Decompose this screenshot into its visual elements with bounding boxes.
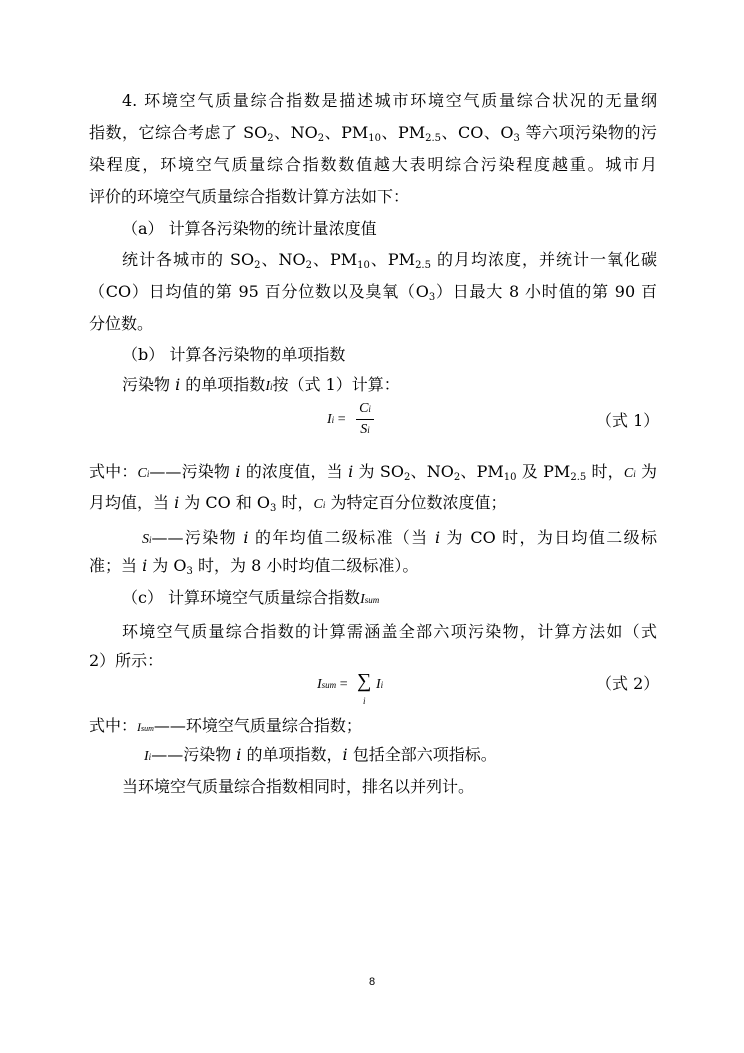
paragraph-line: 式中：Ci——污染物 i 的浓度值，当 i 为 $SO_2$、$NO_2$、$PM_{10}$ 及 $PM_{2.5}$ 时，Ci 为 (89, 462, 657, 483)
text: 、PM (312, 250, 358, 269)
paragraph-line (89, 123, 657, 143)
paragraph-line: 环境空气质量综合指数的计算需涵盖全部六项污染物，计算方法如（式 (122, 622, 657, 641)
formula-lhs: Isum = (317, 677, 348, 692)
text: （b） 计算各污染物的单项指数 (122, 345, 346, 364)
subscript: 10 (368, 133, 381, 144)
text: （CO）日均值的第 95 百分位数以及臭氧（O (89, 282, 429, 301)
subscript: 2 (267, 133, 274, 144)
paragraph-line (89, 314, 657, 334)
sigma-symbol: ∑ (357, 670, 372, 692)
text: 分位数。 (89, 314, 154, 333)
subscript: 2 (254, 260, 261, 271)
paragraph-line: Ii——污染物 i 的单项指数，i 包括全部六项指标。 (144, 745, 497, 764)
subscript: 10 (357, 260, 370, 271)
text: 等六项污染物的污 (519, 123, 657, 142)
subscript: 2 (305, 260, 313, 271)
subscript: i (269, 382, 273, 392)
paragraph-line: 月均值，当 i 为 CO 和 $O_3$ 时，Ci 为特定百分位数浓度值； (89, 493, 507, 514)
paragraph-line: Si——污染物 i 的年均值二级标准（当 i 为 CO 时，为日均值二级标 (142, 528, 657, 547)
section-heading-b (122, 345, 657, 365)
text: 、PM (380, 123, 426, 142)
fraction-bar (356, 419, 374, 420)
symbol-I: I (265, 379, 270, 394)
text: 评价的环境空气质量综合指数计算方法如下： (89, 187, 410, 206)
paragraph-line (122, 375, 657, 397)
formula-fraction (356, 401, 374, 438)
text: 4. 环境空气质量综合指数是描述城市环境空气质量综合状况的无量纲 (122, 91, 657, 110)
paragraph-line: 2）所示： (89, 651, 164, 670)
paragraph-line: 式中：Isum——环境空气质量综合指数； (89, 716, 362, 735)
text: 按（式 1）计算： (272, 375, 400, 394)
symbol-S: S (142, 532, 149, 547)
subscript: 2.5 (415, 260, 431, 271)
numerator: Ci (359, 401, 371, 416)
paragraph-line: 准；当 i 为 $O_3$ 时，为 8 小时均值二级标准）。 (89, 556, 419, 577)
symbol-C: C (137, 466, 147, 481)
text: 指数，它综合考虑了 SO (89, 123, 268, 142)
denominator: Si (360, 422, 370, 437)
subscript: 3 (428, 292, 436, 303)
text: 、NO (260, 250, 306, 269)
subscript: 2.5 (425, 133, 442, 144)
subscript: 3 (513, 133, 520, 144)
page-number: 8 (368, 976, 376, 988)
paragraph-line (122, 91, 657, 111)
variable-i: i (175, 375, 181, 394)
section-heading-a (122, 219, 657, 239)
formula-rhs: Ii (376, 677, 384, 692)
text: 、PM (324, 123, 369, 142)
sigma-subscript: i (363, 696, 366, 706)
formula-label-1: （式 1） (596, 411, 660, 430)
subscript: 2 (317, 133, 325, 144)
formula-label-2: （式 2） (596, 674, 660, 693)
text: 染程度，环境空气质量综合指数数值越大表明综合污染程度越重。城市月 (89, 155, 657, 174)
section-heading-c: （c） 计算环境空气质量综合指数Isum (122, 588, 380, 607)
paragraph-line: 当环境空气质量综合指数相同时，排名以并列计。 (122, 777, 475, 796)
text: 污染物 (122, 375, 176, 394)
text: 的单项指数 (180, 375, 266, 394)
text: 、NO (273, 123, 318, 142)
formula-lhs: Ii = (327, 412, 346, 427)
text: 统计各城市的 SO (122, 250, 255, 269)
text: ）日最大 8 小时值的第 90 百 (435, 282, 657, 301)
text: 的月均浓度，并统计一氧化碳 (430, 250, 658, 269)
text: （a） 计算各污染物的统计量浓度值 (122, 219, 377, 238)
paragraph-line (89, 282, 657, 302)
text: 、PM (369, 250, 416, 269)
paragraph-line (122, 250, 657, 270)
paragraph-line (89, 155, 657, 175)
text: 、CO、O (441, 123, 514, 142)
paragraph-line (89, 187, 657, 207)
